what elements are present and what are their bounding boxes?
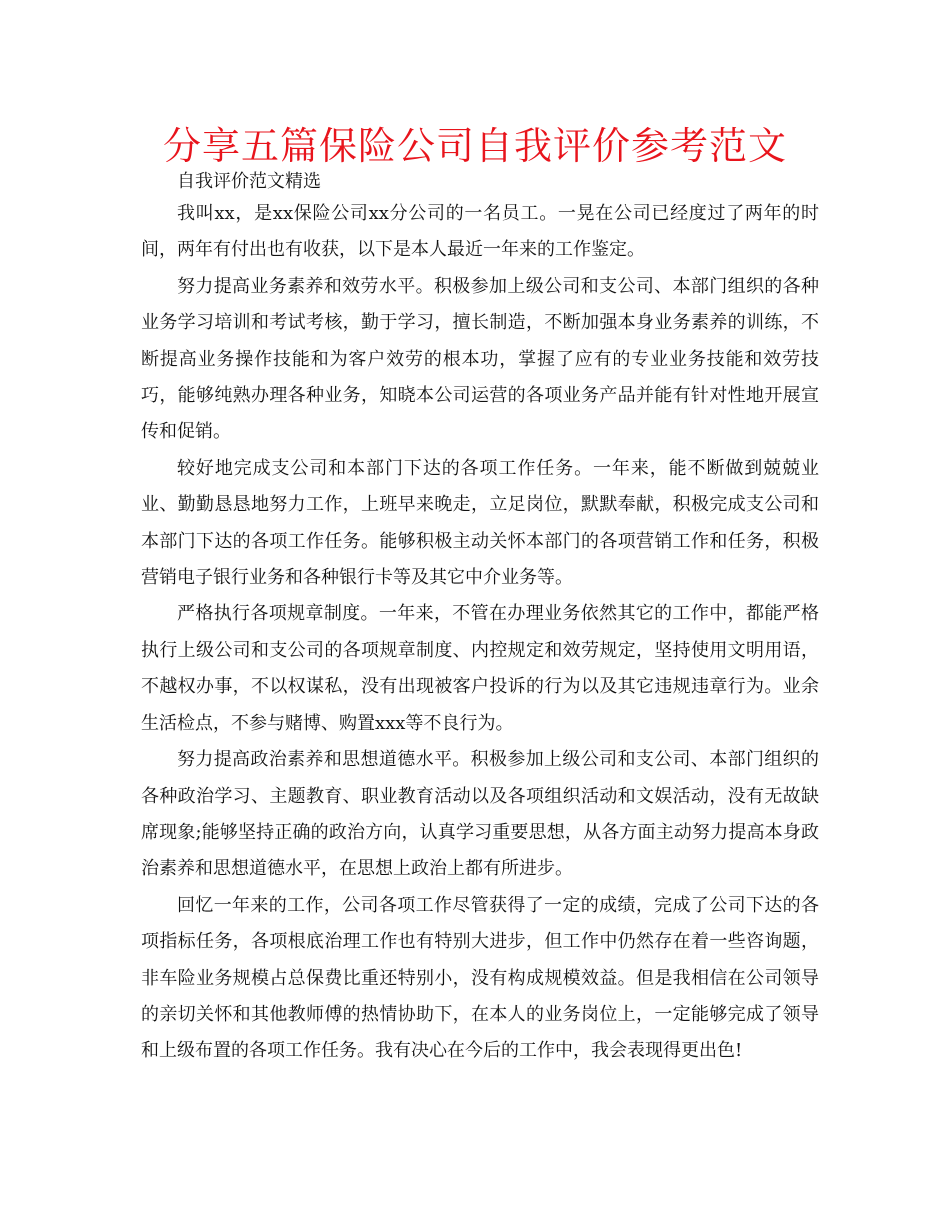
document-title: 分享五篇保险公司自我评价参考范文 (162, 124, 787, 168)
paragraph-work-tasks: 较好地完成支公司和本部门下达的各项工作任务。一年来，能不断做到兢兢业业、勤勤恳恳地努力工作，上班早来晚走，立足岗位，默默奉献，积极完成支公司和本部门下达的各项工作任务。能够积极主动关怀本部门的各项营销工作和任务，积极营销电子银行业务和各种银行卡等及其它中介业务等。 (141, 457, 819, 589)
paragraph-rules: 严格执行各项规章制度。一年来，不管在办理业务依然其它的工作中，都能严格执行上级公司和支公司的各项规章制度、内控规定和效劳规定，坚持使用文明用语，不越权办事，不以权谋私，没有出现被客户投诉的行为以及其它违规违章行为。业余生活检点，不参与赌博、购置xxx等不良行为。 (141, 603, 819, 734)
paragraph-intro: 我叫xx，是xx保险公司xx分公司的一名员工。一晃在公司已经度过了两年的时间，两年有付出也有收获，以下是本人最近一年来的工作鉴定。 (141, 203, 819, 261)
document-subtitle: 自我评价范文精选 (177, 171, 321, 192)
paragraph-political-quality: 努力提高政治素养和思想道德水平。积极参加上级公司和支公司、本部门组织的各种政治学习、主题教育、职业教育活动以及各项组织活动和文娱活动，没有无故缺席现象;能够坚持正确的政治方向，认真学习重要思想，从各方面主动努力提高本身政治素养和思想道德水平，在思想上政治上都有所进步。 (141, 749, 819, 880)
paragraph-summary: 回忆一年来的工作，公司各项工作尽管获得了一定的成绩，完成了公司下达的各项指标任务，各项根底治理工作也有特别大进步，但工作中仍然存在着一些咨询题，非车险业务规模占总保费比重还特别小，没有构成规模效益。但是我相信在公司领导的亲切关怀和其他教师傅的热情协助下，在本人的业务岗位上，一定能够完成了领导和上级布置的各项工作任务。我有决心在今后的工作中，我会表现得更出色! (141, 894, 819, 1062)
document-body (141, 196, 819, 1070)
paragraph-business-skills: 努力提高业务素养和效劳水平。积极参加上级公司和支公司、本部门组织的各种业务学习培训和考试考核，勤于学习，擅长制造，不断加强本身业务素养的训练，不断提高业务操作技能和为客户效劳的根本功，掌握了应有的专业业务技能和效劳技巧，能够纯熟办理各种业务，知晓本公司运营的各项业务产品并能有针对性地开展宣传和促销。 (141, 275, 819, 443)
